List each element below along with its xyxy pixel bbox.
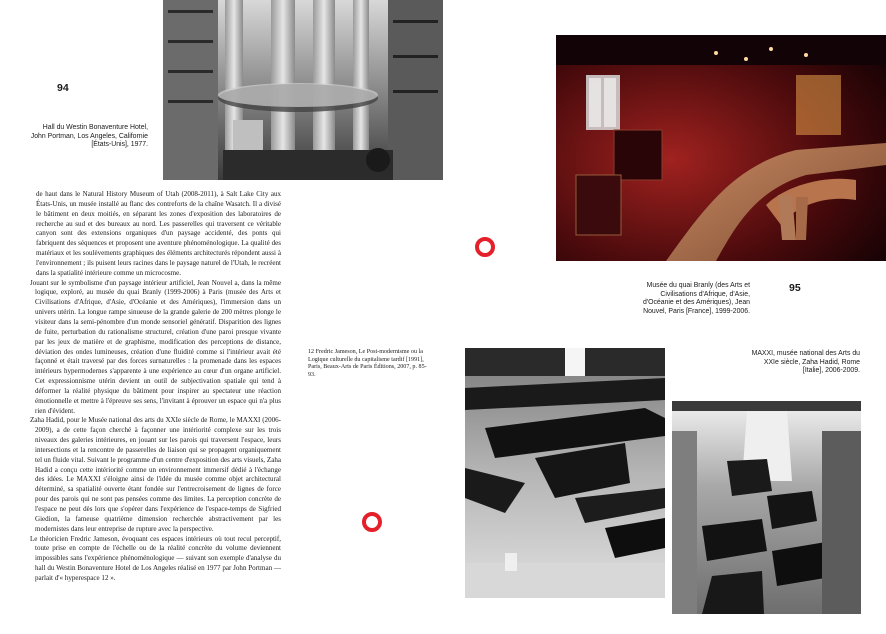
photo-maxxi-atrium-black-stairs bbox=[465, 348, 665, 598]
figure-caption-westin: Hall du Westin Bonaventure Hotel, John Portman, Los Angeles, Californie [États-Unis], 1977. bbox=[30, 124, 148, 149]
figure-caption-maxxi: MAXXI, musée national des Arts du XXIe siècle, Zaha Hadid, Rome [Italie], 2006-2009. bbox=[751, 350, 860, 375]
page-number-right: 95 bbox=[789, 282, 801, 294]
photo-maxxi-hall-stairs bbox=[672, 401, 861, 614]
paragraph-utah: de haut dans le Natural History Museum of Utah (2008-2011), à Salt Lake City aux États-Unis, un musée installé au flanc des contreforts de la chaîne Wasatch. Il a divisé le bâtiment en deux moitiés, en séparant les zones d'exposition des laboratoires de recherche au sud et des bureaux au nord. Les passerelles qui traversent ce véritable canyon sont des extensions organiques d'un paysage accidenté, des ponts qui fabriquent des séquences et proposent une aventure phénoménologique. La qualité des matériaux et les soulèvements graphiques des éléments architecturés répondent aussi à l'environnement ; ils puisent leurs racines dans le paysage naturel de l'Utah, le recréent dans la spatialité intérieure comme un microcosme. bbox=[36, 190, 281, 277]
red-circle-marker-icon bbox=[475, 237, 495, 257]
page-number-left: 94 bbox=[57, 82, 69, 94]
photo-quai-branly-gallery bbox=[556, 35, 886, 261]
photo-westin-bonaventure-hall bbox=[163, 0, 443, 180]
red-circle-marker-icon bbox=[362, 512, 382, 532]
footnote-jameson: 12 Fredric Jameson, Le Post-modernisme ou la Logique culturelle du capitalisme tardif [1991], Paris, Beaux-Arts de Paris Éditions, 2007, p. 85-93. bbox=[308, 349, 427, 379]
paragraph-maxxi: Zaha Hadid, pour le Musée national des arts du XXIe siècle de Rome, le MAXXI (2006-2009), a de cette façon cherché à façonner une intériorité complexe sur les trois niveaux des galeries intérieures, en jouant sur les parois qui traversent l'espace, leurs intersections et la rencontre de passerelles de liaison qui se propagent organiquement tel un fluide vital. Suivant le programme d'un centre d'exposition des arts visuels, Zaha Hadid a conçu cette intériorité comme un environnement immersif dédié à l'échange des idées. Le MAXXI s'éloigne ainsi de l'idée du musée comme objet architectural déterminé, sa spatialité ouverte étant fondée sur l'entrecroisement de lignes de force pour des parois qui ne sont pas pensées comme des limites. La perception concrète de l'espace ne peut dès lors que s'opérer dans l'expérience de l'espace-temps de Sigfried Giedion, la fameuse quatrième dimension recherchée abstractivement par les modernistes dans leur entreprise de rupture avec la perspective. bbox=[30, 416, 281, 533]
figure-caption-branly: Musée du quai Branly (des Arts et Civilisations d'Afrique, d'Asie, d'Océanie et des Amériques), Jean Nouvel, Paris [France], 1999-2006. bbox=[642, 282, 750, 315]
paragraph-jameson: Le théoricien Fredric Jameson, évoquant ces espaces intérieurs où tout recul perceptif, toute prise en compte de l'échelle ou de la réalité concrète du volume deviennent impossibles sans l'expérience phénoménologique — suivant son exemple d'analyse du hall du Westin Bonaventure Hotel de Los Angeles réalisé en 1977 par John Portman — parlait d'« hyperespace 12 ». bbox=[30, 534, 281, 582]
body-text-column bbox=[30, 190, 281, 584]
paragraph-branly: Jouant sur le symbolisme d'un paysage intérieur artificiel, Jean Nouvel a, dans la même logique, exploré, au musée du quai Branly (1999-2006) à Paris (musée des Arts et Civilisations d'Afrique, d'Asie, d'Océanie et des Amériques), l'immersion dans un univers utérin. La longue rampe sinueuse de la grande galerie de 200 mètres plonge le visiteur dans la semi-pénombre d'un monde sensoriel génératif. Disparition des lignes de fuite, perturbation du rationalisme structurel, création d'une paroi presque vivante par les jeux de matière et de graphisme, modification des perceptions de distance, déviation des ondes lumineuses, création d'une fluidité comme si l'intérieur avait été façonné et était traversé par des forces surnaturelles : la promenade dans les espaces intérieurs hypermodernes s'apparente à une expérience au cœur d'un organe artificiel. Cet expressionnisme utérin devient un outil de subjectivation spatiale qui tend à déformer la réalité physique du bâtiment pour inspirer au spectateur une réaction émotionnelle et mettre à l'épreuve ses sens, l'invitant à éprouver un espace qui n'a plus rien d'évident. bbox=[30, 278, 281, 415]
